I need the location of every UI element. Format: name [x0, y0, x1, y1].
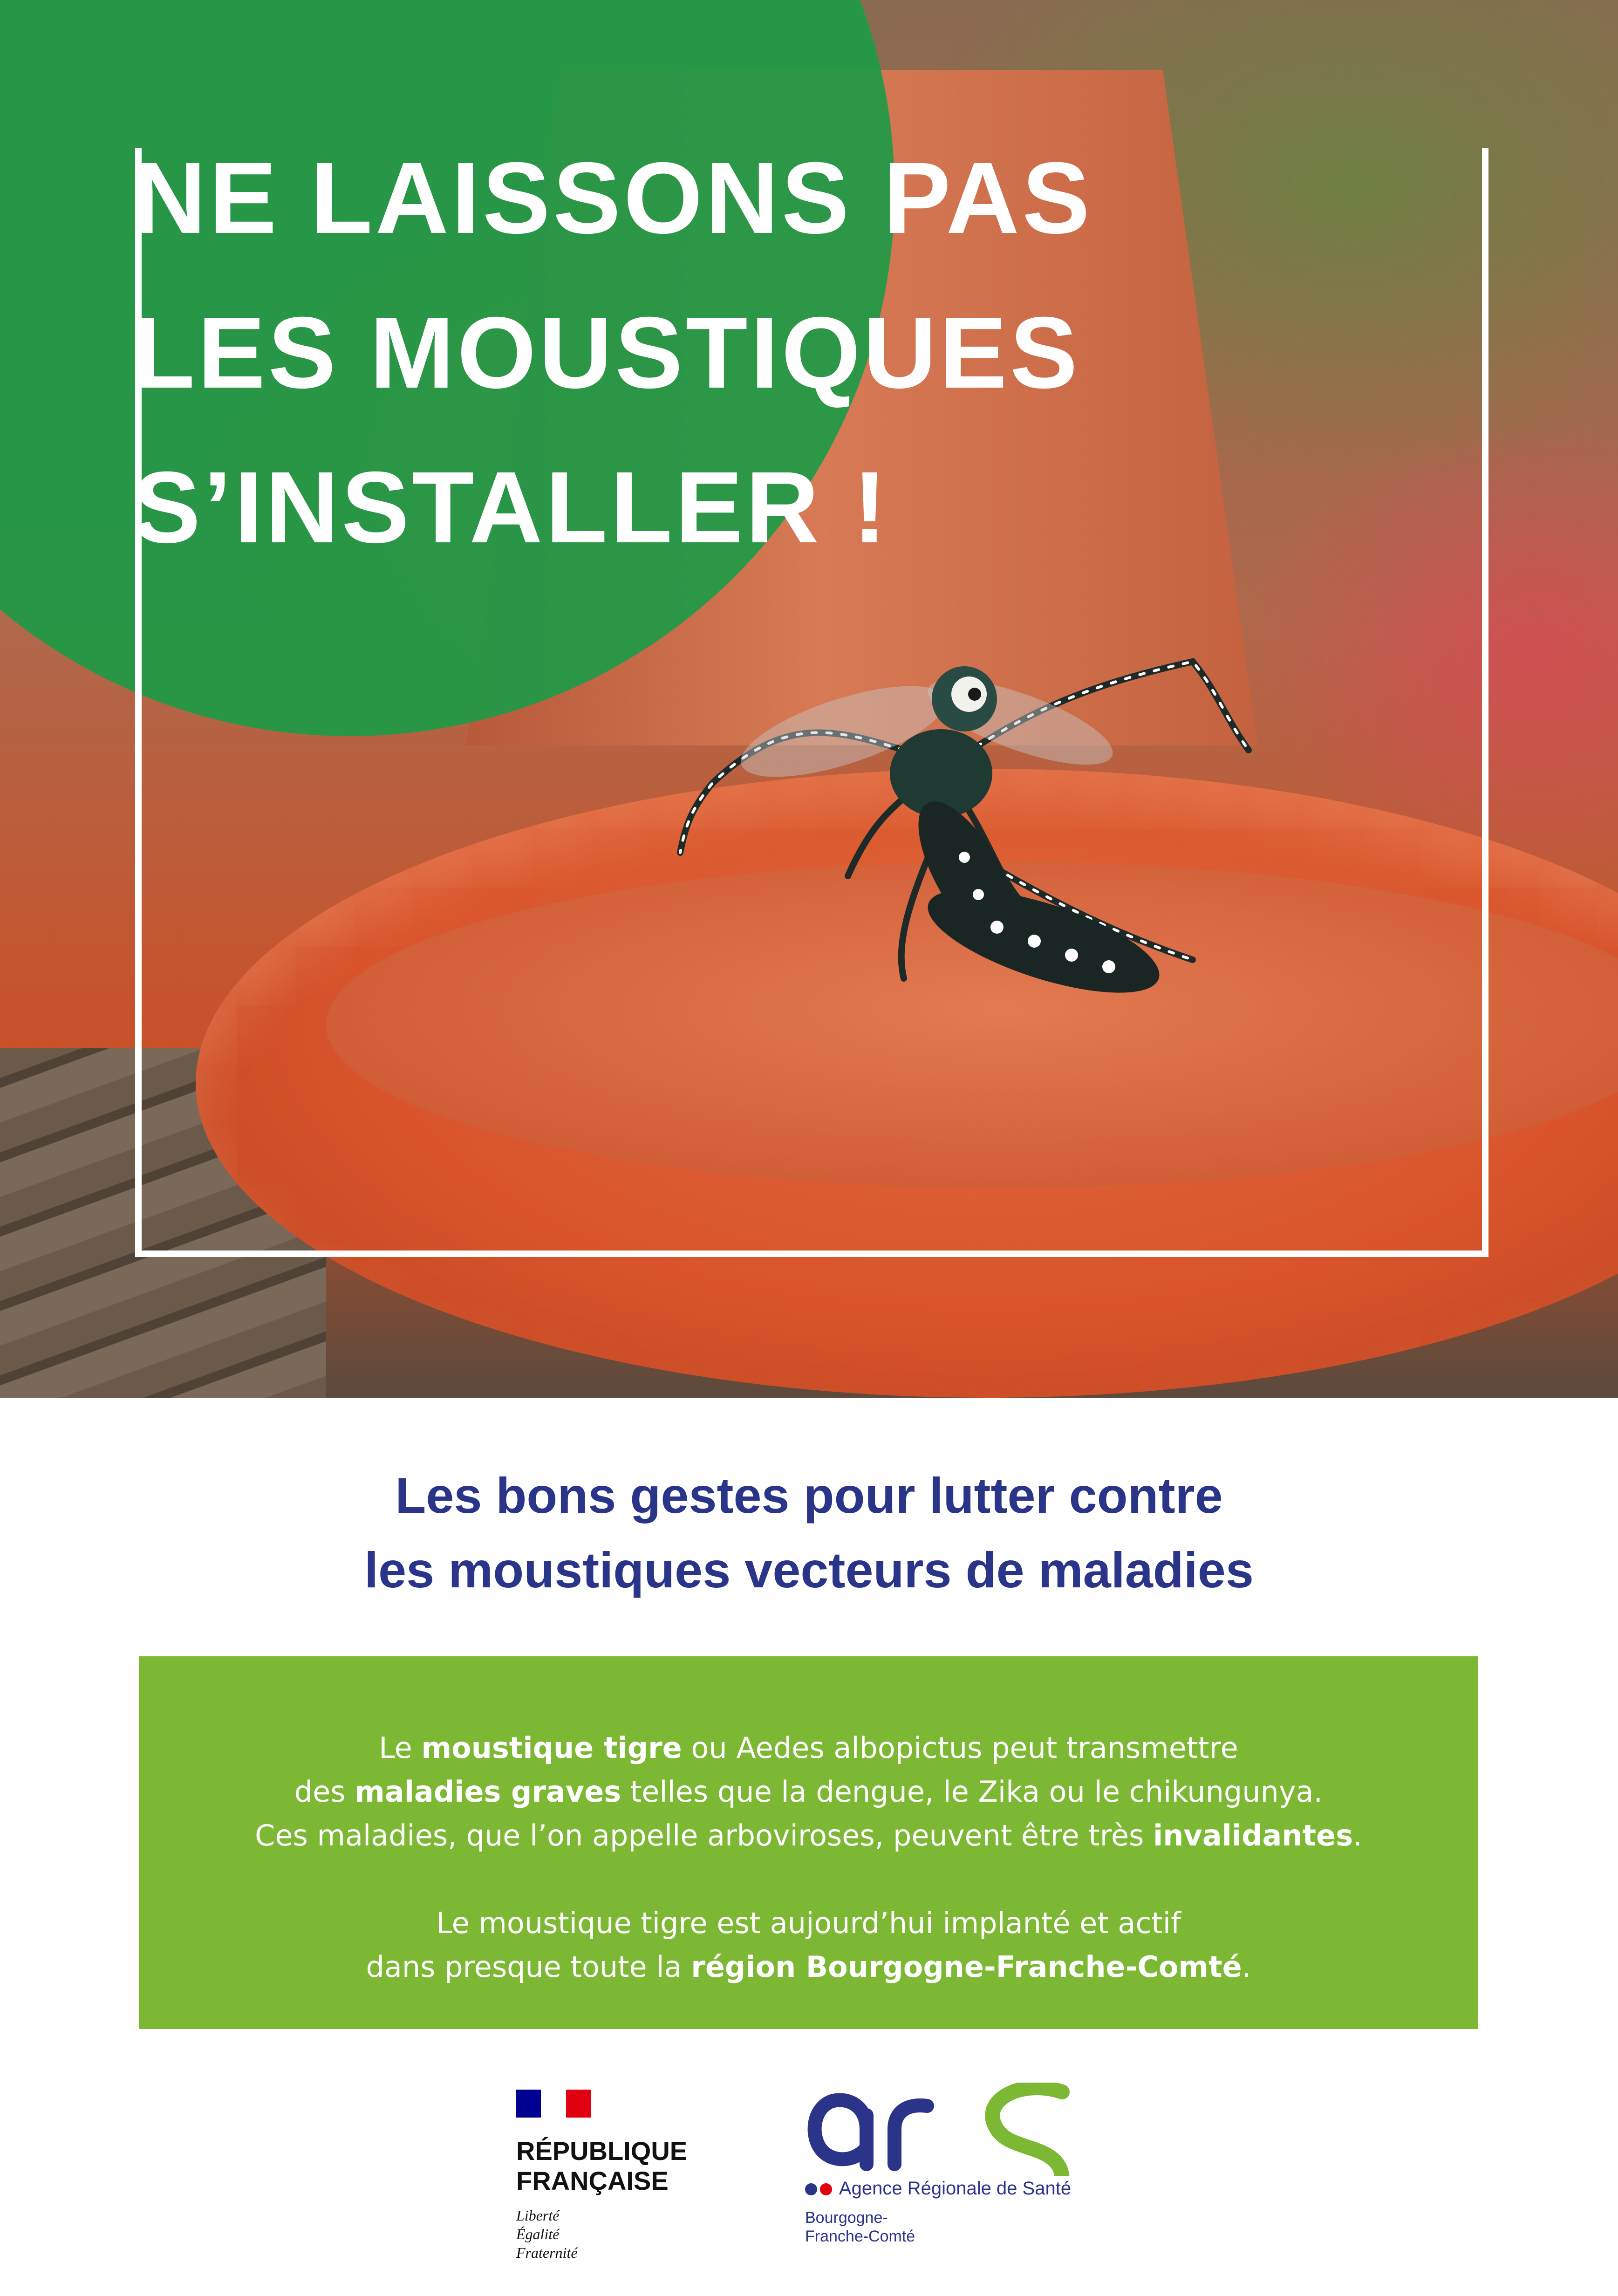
rf-motto-line: Égalité: [516, 2226, 560, 2242]
subtitle-line: les moustiques vecteurs de maladies: [364, 1542, 1254, 1598]
info-text: .: [1353, 1818, 1362, 1852]
info-text: Le moustique tigre est aujourd’hui implanté et actif: [436, 1906, 1181, 1940]
info-paragraph: [139, 1726, 1478, 1858]
ars-region-line: Bourgogne-: [805, 2209, 888, 2227]
blue-dot-icon: [805, 2183, 817, 2195]
ars-region-line: Franche-Comté: [805, 2228, 915, 2245]
info-emphasis: moustique tigre: [421, 1731, 682, 1765]
french-flag-icon: [516, 2090, 591, 2118]
rf-name-line: RÉPUBLIQUE: [516, 2136, 688, 2166]
info-emphasis: maladies graves: [355, 1775, 621, 1809]
rf-name: [516, 2136, 687, 2196]
ars-agency-name: [805, 2178, 1071, 2199]
ars-mark-icon: [801, 2083, 1109, 2176]
ars-agency-text: Agence Régionale de Santé: [839, 2178, 1072, 2199]
subtitle-line: Les bons gestes pour lutter contre: [395, 1467, 1223, 1524]
info-text: Le: [379, 1731, 422, 1765]
info-paragraph: [139, 1901, 1478, 1989]
headline-line: S’INSTALLER !: [133, 451, 890, 564]
info-text: dans presque toute la: [366, 1950, 691, 1984]
rf-motto-line: Liberté: [516, 2207, 560, 2224]
info-text: telles que la dengue, le Zika ou le chikungunya.: [621, 1775, 1323, 1809]
ars-region: [805, 2208, 915, 2246]
rf-motto: [516, 2206, 578, 2262]
info-box: [139, 1656, 1478, 2029]
rf-name-line: FRANÇAISE: [516, 2166, 669, 2195]
headline-line: NE LAISSONS PAS: [133, 142, 1093, 255]
info-emphasis: région Bourgogne-Franche-Comté: [691, 1950, 1242, 1984]
info-text: Ces maladies, que l’on appelle arboviroses, peuvent être très: [255, 1818, 1154, 1852]
ars-logo: [801, 2083, 1109, 2278]
headline: [133, 121, 1092, 585]
red-dot-icon: [820, 2183, 832, 2195]
info-text: des: [294, 1775, 355, 1809]
info-text: ou Aedes albopictus peut transmettre: [682, 1731, 1238, 1765]
rf-motto-line: Fraternité: [516, 2244, 578, 2261]
republique-francaise-logo: [516, 2090, 712, 2267]
info-text: .: [1242, 1950, 1251, 1984]
headline-line: LES MOUSTIQUES: [133, 296, 1081, 410]
info-emphasis: invalidantes: [1153, 1818, 1353, 1852]
subtitle: [0, 1458, 1618, 1607]
